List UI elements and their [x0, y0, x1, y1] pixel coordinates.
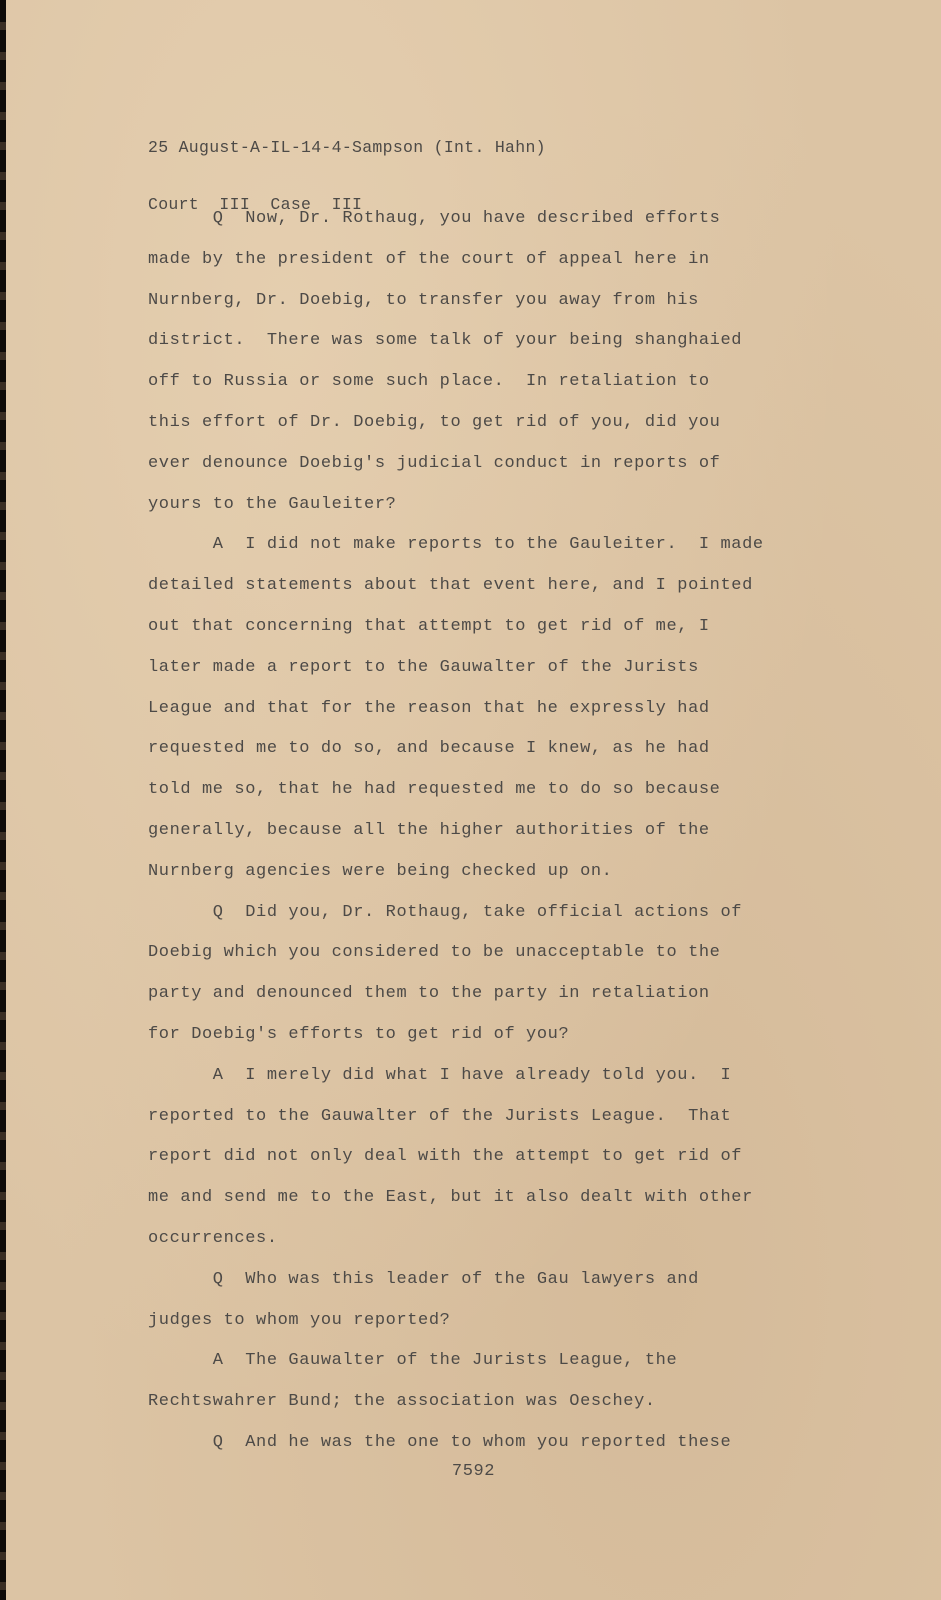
transcript-line: reported to the Gauwalter of the Jurists League. That — [148, 1106, 732, 1126]
transcript-line: Q Did you, Dr. Rothaug, take official actions of — [148, 902, 743, 922]
transcript-line: occurrences. — [148, 1228, 278, 1248]
transcript-line: me and send me to the East, but it also dealt with other — [148, 1188, 753, 1208]
transcript-line: Doebig which you considered to be unacceptable to the — [148, 943, 721, 963]
transcript-line: ever denounce Doebig's judicial conduct in reports of — [148, 453, 721, 473]
transcript-line: judges to whom you reported? — [148, 1310, 451, 1330]
transcript-line: told me so, that he had requested me to do so because — [148, 780, 721, 800]
transcript-line: made by the president of the court of appeal here in — [148, 249, 710, 269]
transcript-line: district. There was some talk of your being shanghaied — [148, 331, 743, 351]
header-line-session: 25 August-A-IL-14-4-Sampson (Int. Hahn) — [148, 138, 546, 157]
transcript-line: A I merely did what I have already told you. I — [148, 1065, 732, 1085]
transcript-line: League and that for the reason that he expressly had — [148, 698, 710, 718]
transcript-line: Nurnberg, Dr. Doebig, to transfer you away from his — [148, 290, 699, 310]
transcript-line: Q And he was the one to whom you reported these — [148, 1432, 732, 1452]
transcript-line: generally, because all the higher authorities of the — [148, 820, 710, 840]
header-line-court: Court III Case III — [148, 195, 363, 214]
transcript-line: this effort of Dr. Doebig, to get rid of you, did you — [148, 412, 721, 432]
transcript-body — [148, 199, 848, 1464]
transcript-line: Q Now, Dr. Rothaug, you have described efforts — [148, 209, 721, 228]
transcript-line: Nurnberg agencies were being checked up on. — [148, 861, 613, 881]
page-number: 7592 — [451, 1462, 496, 1481]
transcript-line: for Doebig's efforts to get rid of you? — [148, 1024, 570, 1044]
transcript-line: out that concerning that attempt to get rid of me, I — [148, 616, 710, 636]
transcript-line: requested me to do so, and because I knew, as he had — [148, 739, 710, 759]
transcript-line: party and denounced them to the party in retaliation — [148, 984, 710, 1004]
transcript-line: Q Who was this leader of the Gau lawyers and — [148, 1269, 699, 1289]
transcript-line: yours to the Gauleiter? — [148, 494, 397, 514]
document-page — [6, 0, 941, 1600]
transcript-line: A The Gauwalter of the Jurists League, the — [148, 1351, 678, 1371]
transcript-line: later made a report to the Gauwalter of the Jurists — [148, 657, 699, 677]
transcript-line: Rechtswahrer Bund; the association was Oeschey. — [148, 1392, 656, 1412]
transcript-line: report did not only deal with the attempt to get rid of — [148, 1147, 743, 1167]
transcript-line: A I did not make reports to the Gauleiter. I made — [148, 535, 764, 555]
binding-edge — [0, 0, 6, 1600]
transcript-line: detailed statements about that event here, and I pointed — [148, 576, 753, 596]
transcript-line: off to Russia or some such place. In retaliation to — [148, 372, 710, 392]
